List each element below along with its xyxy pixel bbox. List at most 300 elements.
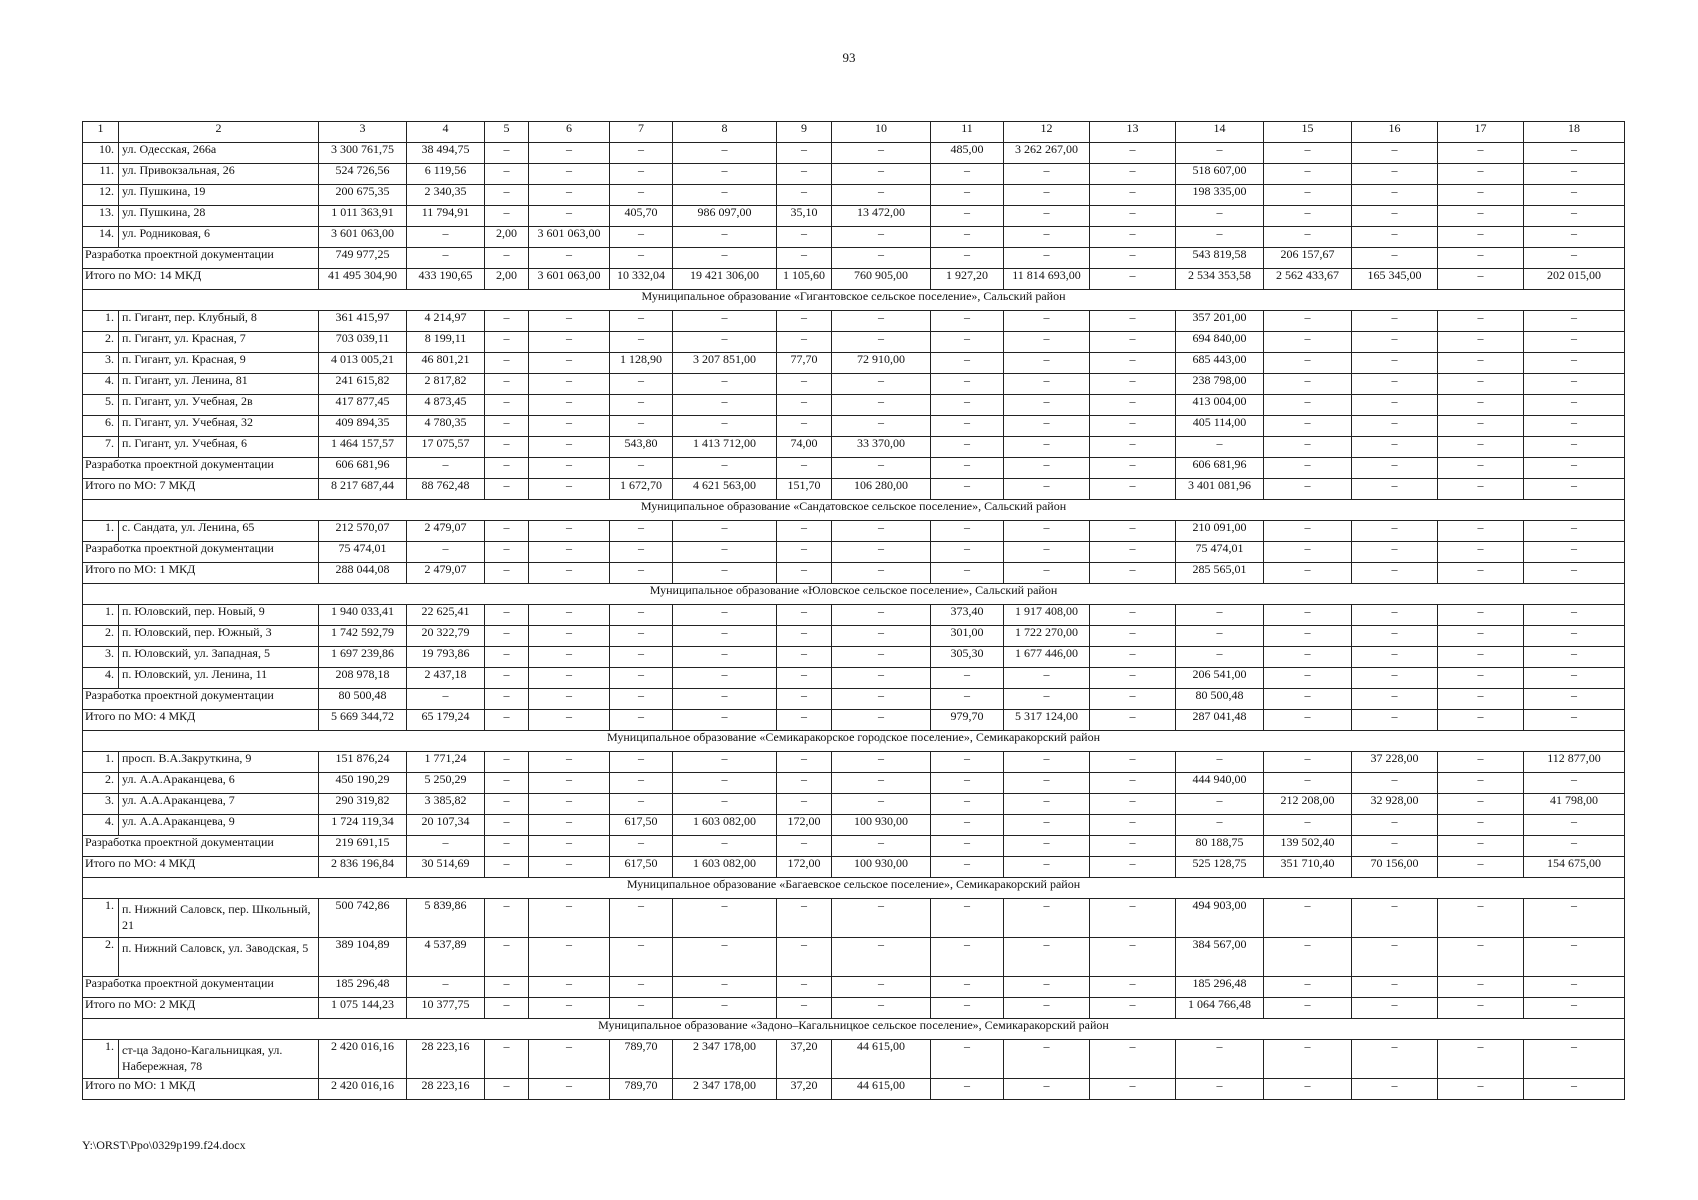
table-row xyxy=(83,143,1625,164)
value-cell: – xyxy=(931,938,1004,977)
column-number-header-row xyxy=(83,122,1625,143)
summary-label: Итого по МО: 4 МКД xyxy=(83,857,319,878)
value-cell: – xyxy=(832,311,931,332)
value-cell: 525 128,75 xyxy=(1176,857,1264,878)
table-row xyxy=(83,938,1625,977)
value-cell: – xyxy=(1090,998,1176,1019)
value-cell: – xyxy=(610,938,673,977)
capital-repair-table xyxy=(82,121,1625,1100)
value-cell: 1 927,20 xyxy=(931,269,1004,290)
value-cell: – xyxy=(610,710,673,731)
value-cell: – xyxy=(832,374,931,395)
value-cell: – xyxy=(1438,374,1524,395)
value-cell: – xyxy=(1090,479,1176,500)
value-cell: – xyxy=(1352,416,1438,437)
summary-label: Разработка проектной документации xyxy=(83,458,319,479)
value-cell: – xyxy=(1352,998,1438,1019)
value-cell: – xyxy=(673,143,777,164)
table-row xyxy=(83,1040,1625,1079)
value-cell: 212 208,00 xyxy=(1264,794,1352,815)
value-cell: 172,00 xyxy=(777,815,832,836)
address-cell: ул. Привокзальная, 26 xyxy=(119,164,319,185)
value-cell: – xyxy=(1438,773,1524,794)
value-cell: – xyxy=(777,836,832,857)
value-cell: – xyxy=(832,458,931,479)
value-cell: – xyxy=(1352,143,1438,164)
value-cell: – xyxy=(485,563,529,584)
value-cell: – xyxy=(485,353,529,374)
value-cell: – xyxy=(673,521,777,542)
row-number: 5. xyxy=(83,395,119,416)
value-cell: 373,40 xyxy=(931,605,1004,626)
value-cell: 19 421 306,00 xyxy=(673,269,777,290)
value-cell: – xyxy=(1352,311,1438,332)
value-cell: – xyxy=(1352,563,1438,584)
value-cell: 219 691,15 xyxy=(319,836,407,857)
table-row xyxy=(83,332,1625,353)
value-cell: 6 119,56 xyxy=(407,164,485,185)
value-cell: – xyxy=(1352,227,1438,248)
value-cell: – xyxy=(931,998,1004,1019)
value-cell: 5 839,86 xyxy=(407,899,485,938)
row-number: 2. xyxy=(83,332,119,353)
value-cell: – xyxy=(673,752,777,773)
summary-row xyxy=(83,710,1625,731)
value-cell: 3 262 267,00 xyxy=(1004,143,1090,164)
value-cell: – xyxy=(529,647,610,668)
value-cell: – xyxy=(610,563,673,584)
value-cell: 789,70 xyxy=(610,1079,673,1100)
value-cell: – xyxy=(673,998,777,1019)
value-cell: – xyxy=(1524,206,1625,227)
value-cell: 1 722 270,00 xyxy=(1004,626,1090,647)
value-cell: – xyxy=(610,998,673,1019)
value-cell: – xyxy=(1004,206,1090,227)
value-cell: 5 669 344,72 xyxy=(319,710,407,731)
row-number: 6. xyxy=(83,416,119,437)
value-cell: – xyxy=(529,899,610,938)
value-cell: – xyxy=(777,248,832,269)
value-cell: – xyxy=(1438,206,1524,227)
value-cell: – xyxy=(1524,374,1625,395)
value-cell: – xyxy=(610,395,673,416)
value-cell: 100 930,00 xyxy=(832,815,931,836)
value-cell: – xyxy=(1524,227,1625,248)
value-cell: – xyxy=(832,143,931,164)
value-cell: – xyxy=(1264,164,1352,185)
value-cell: – xyxy=(610,248,673,269)
value-cell: – xyxy=(1352,437,1438,458)
value-cell: 405 114,00 xyxy=(1176,416,1264,437)
value-cell: – xyxy=(485,668,529,689)
value-cell: 1 464 157,57 xyxy=(319,437,407,458)
column-number-cell: 9 xyxy=(777,122,832,143)
value-cell: – xyxy=(1264,773,1352,794)
row-number: 2. xyxy=(83,626,119,647)
value-cell: – xyxy=(931,416,1004,437)
municipality-section-row xyxy=(83,878,1625,899)
value-cell: – xyxy=(777,395,832,416)
value-cell: 384 567,00 xyxy=(1176,938,1264,977)
value-cell: – xyxy=(407,836,485,857)
value-cell: – xyxy=(1352,938,1438,977)
value-cell: – xyxy=(1090,332,1176,353)
value-cell: 433 190,65 xyxy=(407,269,485,290)
value-cell: – xyxy=(931,752,1004,773)
value-cell: – xyxy=(832,521,931,542)
value-cell: – xyxy=(407,977,485,998)
value-cell: – xyxy=(1438,542,1524,563)
value-cell: – xyxy=(931,311,1004,332)
value-cell: – xyxy=(673,626,777,647)
value-cell: – xyxy=(673,164,777,185)
value-cell: 151 876,24 xyxy=(319,752,407,773)
value-cell: – xyxy=(931,563,1004,584)
value-cell: – xyxy=(1264,185,1352,206)
value-cell: – xyxy=(529,332,610,353)
value-cell: – xyxy=(1004,521,1090,542)
value-cell: – xyxy=(529,206,610,227)
value-cell: – xyxy=(485,332,529,353)
value-cell: 1 724 119,34 xyxy=(319,815,407,836)
value-cell: – xyxy=(1090,836,1176,857)
value-cell: – xyxy=(529,416,610,437)
value-cell: 2 420 016,16 xyxy=(319,1079,407,1100)
value-cell: 1 677 446,00 xyxy=(1004,647,1090,668)
value-cell: – xyxy=(777,521,832,542)
value-cell: – xyxy=(1264,938,1352,977)
address-cell: п. Юловский, пер. Новый, 9 xyxy=(119,605,319,626)
value-cell: – xyxy=(1176,1079,1264,1100)
address-cell: с. Сандата, ул. Ленина, 65 xyxy=(119,521,319,542)
value-cell: 200 675,35 xyxy=(319,185,407,206)
value-cell: 2,00 xyxy=(485,269,529,290)
value-cell: 65 179,24 xyxy=(407,710,485,731)
value-cell: – xyxy=(832,647,931,668)
summary-label: Итого по МО: 1 МКД xyxy=(83,1079,319,1100)
value-cell: – xyxy=(1352,374,1438,395)
value-cell: – xyxy=(1090,311,1176,332)
value-cell: 288 044,08 xyxy=(319,563,407,584)
value-cell: 3 601 063,00 xyxy=(529,227,610,248)
value-cell: – xyxy=(777,164,832,185)
column-number-cell: 14 xyxy=(1176,122,1264,143)
row-number: 11. xyxy=(83,164,119,185)
value-cell: – xyxy=(1438,689,1524,710)
value-cell: – xyxy=(777,332,832,353)
value-cell: – xyxy=(1004,437,1090,458)
value-cell: – xyxy=(1438,248,1524,269)
summary-row xyxy=(83,542,1625,563)
value-cell: – xyxy=(673,773,777,794)
row-number: 10. xyxy=(83,143,119,164)
address-cell: п. Юловский, ул. Западная, 5 xyxy=(119,647,319,668)
value-cell: – xyxy=(1004,857,1090,878)
table-row xyxy=(83,227,1625,248)
value-cell: – xyxy=(485,206,529,227)
value-cell: – xyxy=(1264,437,1352,458)
value-cell: 2 437,18 xyxy=(407,668,485,689)
value-cell: – xyxy=(485,248,529,269)
value-cell: – xyxy=(529,143,610,164)
value-cell: 4 873,45 xyxy=(407,395,485,416)
value-cell: – xyxy=(777,773,832,794)
value-cell: – xyxy=(1090,374,1176,395)
summary-label: Разработка проектной документации xyxy=(83,836,319,857)
value-cell: 986 097,00 xyxy=(673,206,777,227)
value-cell: 80 188,75 xyxy=(1176,836,1264,857)
value-cell: 13 472,00 xyxy=(832,206,931,227)
municipality-title: Муниципальное образование «Юловское сельское поселение», Сальский район xyxy=(83,584,1625,605)
value-cell: – xyxy=(777,647,832,668)
value-cell: – xyxy=(1004,353,1090,374)
value-cell: – xyxy=(1352,1079,1438,1100)
value-cell: – xyxy=(529,605,610,626)
value-cell: – xyxy=(673,185,777,206)
value-cell: – xyxy=(529,689,610,710)
value-cell: – xyxy=(673,374,777,395)
value-cell: – xyxy=(485,479,529,500)
value-cell: 1 672,70 xyxy=(610,479,673,500)
value-cell: 3 401 081,96 xyxy=(1176,479,1264,500)
value-cell: – xyxy=(1004,479,1090,500)
value-cell: 2 817,82 xyxy=(407,374,485,395)
value-cell: 5 317 124,00 xyxy=(1004,710,1090,731)
value-cell: – xyxy=(485,1079,529,1100)
value-cell: 543 819,58 xyxy=(1176,248,1264,269)
summary-label: Итого по МО: 4 МКД xyxy=(83,710,319,731)
value-cell: – xyxy=(1352,977,1438,998)
value-cell: 11 814 693,00 xyxy=(1004,269,1090,290)
value-cell: – xyxy=(1004,458,1090,479)
address-cell: ул. Родниковая, 6 xyxy=(119,227,319,248)
value-cell: – xyxy=(832,416,931,437)
value-cell: – xyxy=(1438,938,1524,977)
value-cell: – xyxy=(610,521,673,542)
value-cell: – xyxy=(1176,815,1264,836)
value-cell: – xyxy=(1090,752,1176,773)
column-number-cell: 5 xyxy=(485,122,529,143)
value-cell: – xyxy=(485,143,529,164)
value-cell: – xyxy=(1090,269,1176,290)
value-cell: 2 836 196,84 xyxy=(319,857,407,878)
column-number-cell: 8 xyxy=(673,122,777,143)
value-cell: – xyxy=(1264,563,1352,584)
value-cell: – xyxy=(529,395,610,416)
value-cell: – xyxy=(1438,836,1524,857)
value-cell: – xyxy=(1004,416,1090,437)
value-cell: – xyxy=(931,332,1004,353)
value-cell: – xyxy=(529,521,610,542)
value-cell: 1 603 082,00 xyxy=(673,857,777,878)
value-cell: – xyxy=(1438,998,1524,1019)
value-cell: – xyxy=(1438,395,1524,416)
value-cell: 5 250,29 xyxy=(407,773,485,794)
value-cell: – xyxy=(610,899,673,938)
table-row xyxy=(83,752,1625,773)
value-cell: 38 494,75 xyxy=(407,143,485,164)
value-cell: 2 479,07 xyxy=(407,521,485,542)
value-cell: 151,70 xyxy=(777,479,832,500)
value-cell: – xyxy=(529,248,610,269)
value-cell: – xyxy=(485,1040,529,1079)
value-cell: – xyxy=(485,815,529,836)
value-cell: – xyxy=(485,395,529,416)
value-cell: – xyxy=(673,938,777,977)
value-cell: 1 771,24 xyxy=(407,752,485,773)
value-cell: 30 514,69 xyxy=(407,857,485,878)
table-row xyxy=(83,668,1625,689)
value-cell: – xyxy=(1352,836,1438,857)
value-cell: – xyxy=(1438,353,1524,374)
value-cell: – xyxy=(485,752,529,773)
value-cell: 208 978,18 xyxy=(319,668,407,689)
summary-row xyxy=(83,248,1625,269)
value-cell: 44 615,00 xyxy=(832,1079,931,1100)
value-cell: 3 601 063,00 xyxy=(529,269,610,290)
value-cell: – xyxy=(673,542,777,563)
value-cell: – xyxy=(529,311,610,332)
table-row xyxy=(83,416,1625,437)
value-cell: – xyxy=(1264,710,1352,731)
column-number-cell: 18 xyxy=(1524,122,1625,143)
value-cell: – xyxy=(610,605,673,626)
value-cell: – xyxy=(1524,668,1625,689)
value-cell: – xyxy=(485,542,529,563)
value-cell: – xyxy=(832,794,931,815)
summary-row xyxy=(83,458,1625,479)
address-cell: п. Гигант, ул. Красная, 9 xyxy=(119,353,319,374)
value-cell: 2 479,07 xyxy=(407,563,485,584)
row-number: 13. xyxy=(83,206,119,227)
summary-row xyxy=(83,836,1625,857)
value-cell: – xyxy=(485,647,529,668)
table-row xyxy=(83,374,1625,395)
value-cell: – xyxy=(1090,710,1176,731)
value-cell: – xyxy=(1438,185,1524,206)
value-cell: – xyxy=(1524,899,1625,938)
value-cell: – xyxy=(1524,836,1625,857)
value-cell: – xyxy=(832,563,931,584)
value-cell: – xyxy=(777,899,832,938)
value-cell: – xyxy=(931,248,1004,269)
value-cell: – xyxy=(673,563,777,584)
value-cell: 154 675,00 xyxy=(1524,857,1625,878)
value-cell: – xyxy=(1438,458,1524,479)
row-number: 1. xyxy=(83,1040,119,1079)
value-cell: 1 105,60 xyxy=(777,269,832,290)
value-cell: – xyxy=(832,773,931,794)
value-cell: 80 500,48 xyxy=(319,689,407,710)
value-cell: – xyxy=(1438,416,1524,437)
value-cell: – xyxy=(1352,185,1438,206)
value-cell: – xyxy=(485,998,529,1019)
value-cell: – xyxy=(1352,164,1438,185)
value-cell: – xyxy=(407,689,485,710)
value-cell: – xyxy=(1438,269,1524,290)
row-number: 12. xyxy=(83,185,119,206)
column-number-cell: 12 xyxy=(1004,122,1090,143)
value-cell: – xyxy=(610,668,673,689)
value-cell: – xyxy=(777,977,832,998)
value-cell: 10 377,75 xyxy=(407,998,485,1019)
column-number-cell: 6 xyxy=(529,122,610,143)
summary-row xyxy=(83,563,1625,584)
value-cell: – xyxy=(931,206,1004,227)
value-cell: – xyxy=(1004,311,1090,332)
value-cell: 4 621 563,00 xyxy=(673,479,777,500)
value-cell: – xyxy=(832,605,931,626)
table-row xyxy=(83,353,1625,374)
value-cell: 10 332,04 xyxy=(610,269,673,290)
municipality-title: Муниципальное образование «Задоно–Кагальницкое сельское поселение», Семикаракорский район xyxy=(83,1019,1625,1040)
value-cell: – xyxy=(931,395,1004,416)
column-number-cell: 16 xyxy=(1352,122,1438,143)
summary-label: Разработка проектной документации xyxy=(83,248,319,269)
value-cell: 33 370,00 xyxy=(832,437,931,458)
value-cell: – xyxy=(1004,794,1090,815)
value-cell: – xyxy=(1438,437,1524,458)
value-cell: – xyxy=(1352,668,1438,689)
value-cell: – xyxy=(1352,542,1438,563)
value-cell: 2 340,35 xyxy=(407,185,485,206)
value-cell: – xyxy=(1524,542,1625,563)
value-cell: – xyxy=(832,836,931,857)
value-cell: 41 798,00 xyxy=(1524,794,1625,815)
value-cell: – xyxy=(1352,647,1438,668)
value-cell: 524 726,56 xyxy=(319,164,407,185)
value-cell: – xyxy=(1264,899,1352,938)
value-cell: – xyxy=(1438,563,1524,584)
value-cell: – xyxy=(1524,710,1625,731)
value-cell: 100 930,00 xyxy=(832,857,931,878)
value-cell: 413 004,00 xyxy=(1176,395,1264,416)
value-cell: 20 322,79 xyxy=(407,626,485,647)
value-cell: – xyxy=(1004,563,1090,584)
value-cell: – xyxy=(1264,311,1352,332)
value-cell: – xyxy=(1090,794,1176,815)
value-cell: – xyxy=(1264,143,1352,164)
value-cell: – xyxy=(1004,1040,1090,1079)
value-cell: – xyxy=(1004,938,1090,977)
address-cell: ул. Пушкина, 19 xyxy=(119,185,319,206)
value-cell: 444 940,00 xyxy=(1176,773,1264,794)
value-cell: – xyxy=(1176,647,1264,668)
value-cell: – xyxy=(485,710,529,731)
value-cell: 979,70 xyxy=(931,710,1004,731)
value-cell: – xyxy=(1090,773,1176,794)
value-cell: 789,70 xyxy=(610,1040,673,1079)
value-cell: – xyxy=(610,311,673,332)
value-cell: – xyxy=(1524,395,1625,416)
summary-row xyxy=(83,998,1625,1019)
summary-label: Разработка проектной документации xyxy=(83,542,319,563)
row-number: 14. xyxy=(83,227,119,248)
value-cell: – xyxy=(832,332,931,353)
value-cell: 760 905,00 xyxy=(832,269,931,290)
value-cell: 1 413 712,00 xyxy=(673,437,777,458)
value-cell: – xyxy=(1090,458,1176,479)
value-cell: – xyxy=(931,1040,1004,1079)
municipality-section-row xyxy=(83,500,1625,521)
column-number-cell: 15 xyxy=(1264,122,1352,143)
value-cell: – xyxy=(610,332,673,353)
value-cell: – xyxy=(1438,479,1524,500)
value-cell: – xyxy=(1524,521,1625,542)
address-cell: п. Гигант, ул. Ленина, 81 xyxy=(119,374,319,395)
value-cell: – xyxy=(673,836,777,857)
value-cell: – xyxy=(673,395,777,416)
